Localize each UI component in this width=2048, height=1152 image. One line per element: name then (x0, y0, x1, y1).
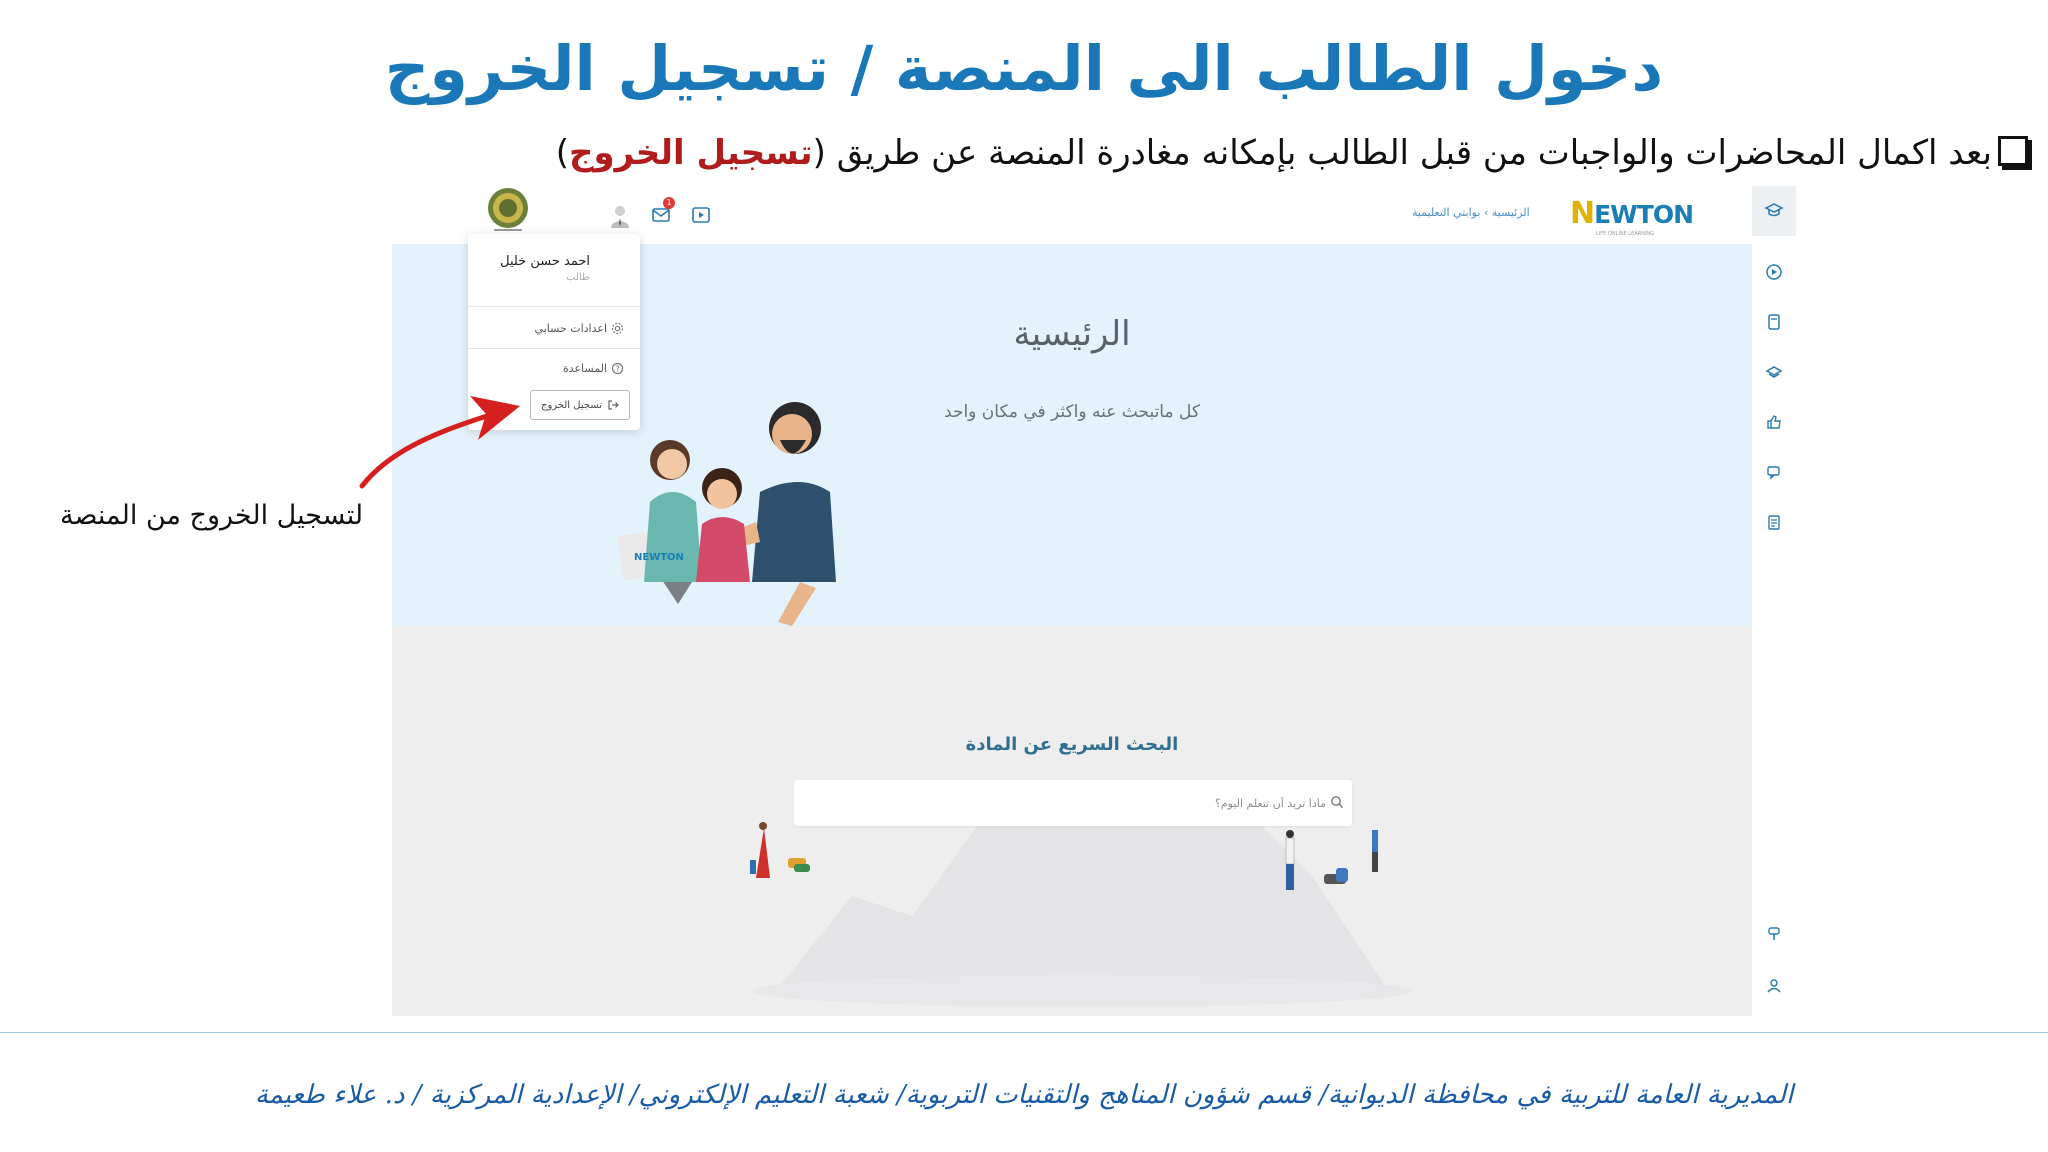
hero-subtitle: كل ماتبحث عنه واكثر في مكان واحد (944, 402, 1200, 422)
footer-credits: المديرية العامة للتربية في محافظة الديوانية/ قسم شؤون المناهج والتقنيات التربوية/ شعبة التعليم الإلكتروني/ الإعدادية المركزية / د. علاء طعيمة (254, 1080, 1794, 1110)
user-name: احمد حسن خليل (500, 254, 590, 269)
instruction-highlight: تسجيل الخروج (568, 133, 813, 173)
svg-text:?: ? (615, 364, 620, 374)
menu-item-label: اعدادات حسابي (534, 322, 607, 335)
search-input[interactable] (846, 792, 1326, 814)
book-icon[interactable] (1764, 312, 1784, 332)
quick-search-box[interactable] (794, 780, 1352, 826)
logout-callout-text: لتسجيل الخروج من المنصة (60, 500, 364, 531)
user-role: طالب (566, 272, 590, 283)
newton-logo[interactable] (1570, 196, 1693, 238)
sidebar (1752, 186, 1796, 1016)
logout-icon (607, 399, 619, 411)
avatar-icon[interactable] (608, 203, 632, 229)
breadcrumb[interactable]: الرئيسية › بوابتي التعليمية (1412, 206, 1530, 219)
ministry-seal-icon (486, 186, 530, 234)
hero-title: الرئيسية (1013, 314, 1131, 354)
search-icon (1330, 795, 1344, 809)
menu-item-help[interactable] (563, 362, 624, 375)
instruction-main: بعد اكمال المحاضرات والواجبات من قبل الطالب بإمكانه مغادرة المنصة عن طريق ( (812, 133, 1992, 173)
footer-divider (0, 1032, 2048, 1033)
chat-icon[interactable] (1764, 462, 1784, 482)
checkbox-bullet-icon (1998, 136, 2028, 166)
instruction-text (348, 133, 2028, 174)
gear-icon (611, 322, 624, 335)
notification-badge: 1 (663, 197, 675, 209)
instruction-close: ) (555, 133, 569, 173)
people-left-illustration (742, 818, 822, 888)
menu-divider (468, 306, 640, 307)
play-icon[interactable] (1764, 262, 1784, 282)
logo-wordmark: NEWTON (1570, 196, 1693, 231)
people-right-illustration (1272, 824, 1392, 904)
user-icon[interactable] (1764, 976, 1784, 996)
help-icon (611, 362, 624, 375)
slide-title: دخول الطالب الى المنصة / تسجيل الخروج (384, 32, 1664, 105)
document-icon[interactable] (1764, 512, 1784, 532)
logout-label: تسجيل الخروج (541, 399, 603, 411)
logo-tagline: LIFE ONLINE LEARNING (1596, 231, 1654, 237)
menu-item-label: المساعدة (562, 362, 607, 375)
menu-item-account-settings[interactable] (535, 322, 624, 335)
layers-icon[interactable] (1764, 362, 1784, 382)
palette-icon[interactable] (1764, 924, 1784, 944)
user-menu-dropdown (468, 234, 640, 430)
thumbs-up-icon[interactable] (1764, 412, 1784, 432)
menu-divider (468, 348, 640, 349)
family-illustration (610, 382, 840, 642)
video-icon[interactable] (690, 204, 712, 226)
svg-text:NEWTON: NEWTON (634, 552, 684, 563)
logout-button[interactable] (530, 390, 630, 420)
graduation-cap-icon[interactable] (1764, 200, 1784, 220)
quick-search-title: البحث السريع عن المادة (965, 734, 1179, 755)
